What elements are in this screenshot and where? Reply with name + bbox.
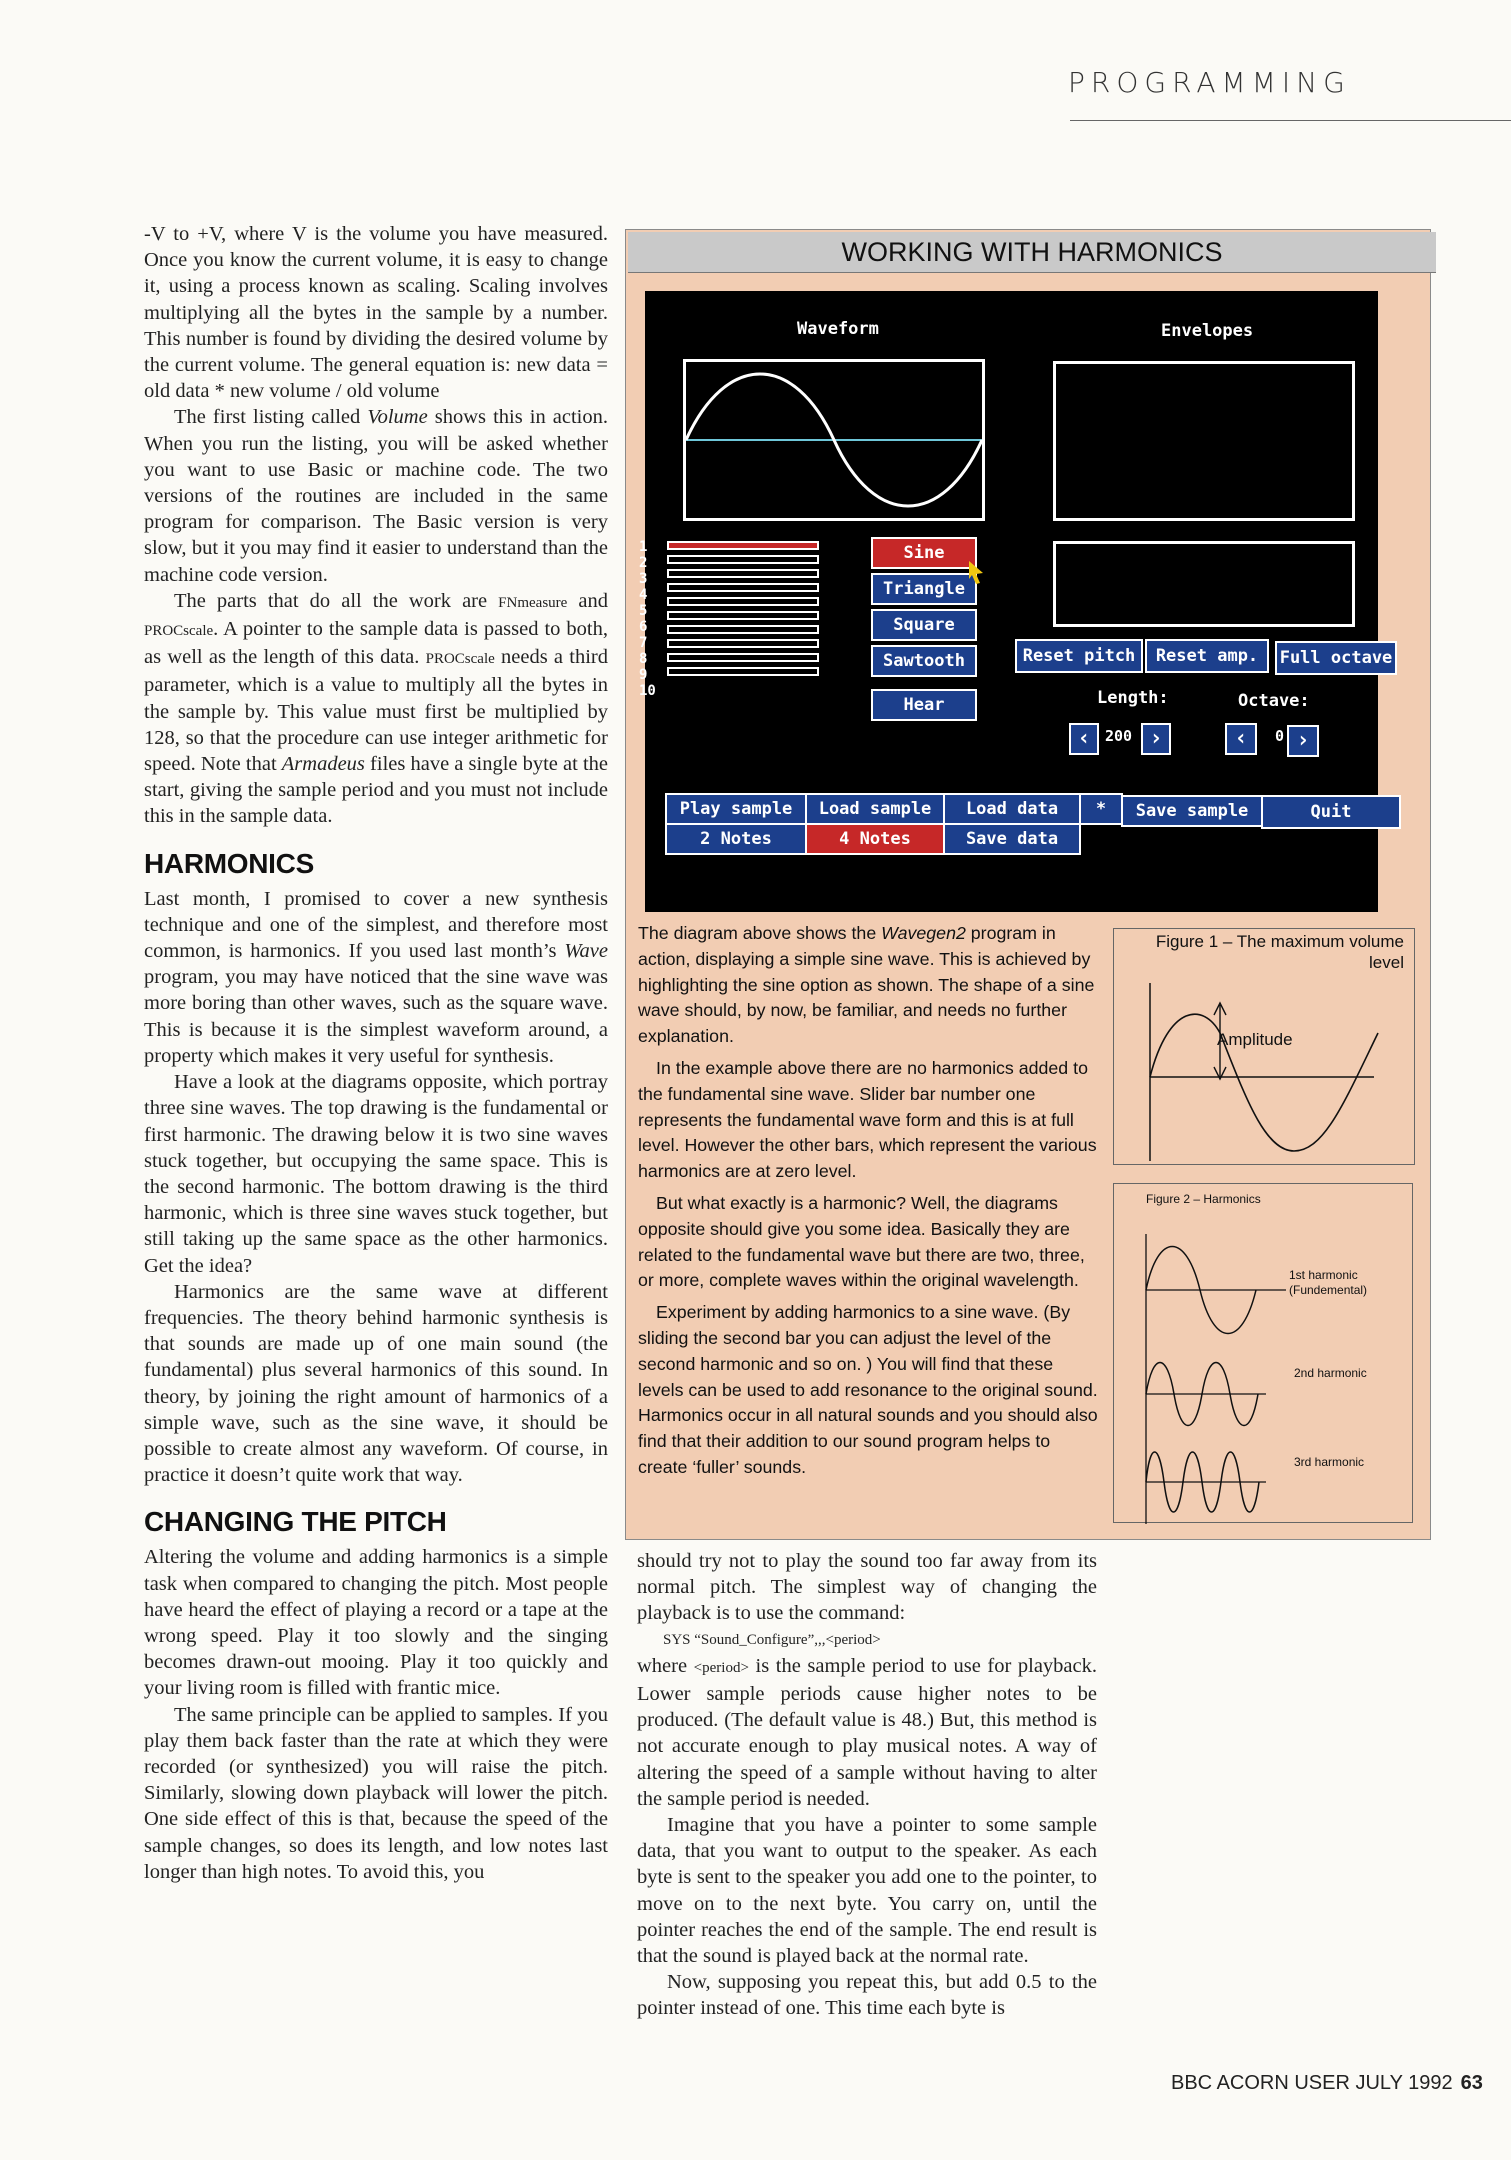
triangle-button[interactable]: Triangle xyxy=(871,573,977,605)
figure-2-title: Figure 2 – Harmonics xyxy=(1146,1192,1261,1206)
paragraph: Imagine that you have a pointer to some sample data, that you want to output to the speaker. As each byte is sent to the speaker you add one to the pointer, to move on to the next byte. You carry on, until the pointer reaches the end of the sample. The end result is that the sound is played back at the normal rate. xyxy=(637,1814,1097,1968)
sine-wave-graphic xyxy=(686,362,982,518)
waveform-display xyxy=(683,359,985,521)
third-harmonic-label: 3rd harmonic xyxy=(1294,1455,1365,1469)
paragraph: should try not to play the sound too far away from its normal pitch. The simplest way of changing the playback is to use the command: xyxy=(637,1550,1097,1625)
load-sample-button[interactable]: Load sample xyxy=(805,793,945,825)
caption-paragraph: The diagram above shows the Wavegen2 program in action, displaying a simple sine wave. This is achieved by highlighting the sine option as shown. The shape of a sine wave should, by now, be familiar, and needs no further explanation. xyxy=(638,923,1095,1047)
slider-number: 3 xyxy=(639,571,648,587)
harmonic-slider[interactable] xyxy=(667,541,819,550)
slider-number: 7 xyxy=(639,635,648,651)
page-number: 63 xyxy=(1460,2072,1483,2094)
paragraph: -V to +V, where V is the volume you have measured. Once you know the current volume, it is easy to change it, using a process known as scaling. Scaling involves multiplying all the bytes in the sample by a number. This number is found by dividing the desired volume by the current volume. The general equation is: new data = old data * new volume / old volume xyxy=(144,223,608,403)
slider-number: 1 xyxy=(639,539,648,555)
reset-pitch-button[interactable]: Reset pitch xyxy=(1015,639,1143,673)
paragraph: Last month, I promised to cover a new synthesis technique and one of the simplest, and therefore most common, is harmonics. If you used last month’s Wave program, you may have noticed that the sine wave was more boring than other waves, such as the square wave. This is because it is the simplest waveform around, a property which makes it very useful for synthesis. xyxy=(144,887,608,1067)
octave-label: Octave: xyxy=(1238,691,1310,711)
code-line: SYS “Sound_Configure”,,,<period> xyxy=(663,1631,881,1648)
paragraph: Have a look at the diagrams opposite, which portray three sine waves. The top drawing is the fundamental or first harmonic. The drawing below it is two sine waves stuck together, but occupying the same space. This is the second harmonic. The bottom drawing is the third harmonic, which is three sine waves stuck together, but still taking up the same space as the other harmonics. Get the idea? xyxy=(144,1071,608,1277)
full-octave-button[interactable]: Full octave xyxy=(1275,641,1397,675)
header-rule xyxy=(1070,120,1511,121)
envelope-display-bottom xyxy=(1053,541,1355,627)
paragraph: The same principle can be applied to samples. If you play them back faster than the rate at which they were recorded (or synthesized) you will raise the pitch. Similarly, slowing down playback will lower the pitch. One side effect of this is that, because the speed of the sample changes, so does its length, and low notes last longer than high notes. To avoid this, you xyxy=(144,1703,608,1883)
figure-1-title: Figure 1 – The maximum volume level xyxy=(1155,932,1404,972)
caption-paragraph: In the example above there are no harmonics added to the fundamental sine wave. Slider bar number one represents the fundamental wave form and this is at full level. However the other bars, which represent the various harmonics are at zero level. xyxy=(638,1057,1097,1182)
slider-number: 8 xyxy=(639,651,648,667)
load-data-button[interactable]: Load data xyxy=(943,793,1081,825)
harmonic-slider[interactable] xyxy=(667,653,819,662)
star-button[interactable]: * xyxy=(1079,793,1123,825)
octave-decrease-button[interactable]: ‹ xyxy=(1225,723,1257,755)
slider-number: 10 xyxy=(639,683,656,699)
slider-number: 4 xyxy=(639,587,648,603)
paragraph: where <period> is the sample period to use for playback. Lower sample periods cause higher notes to be produced. (The default value is 48.) But, this method is not accurate enough to play musical notes. A way of altering the speed of a sample without having to alter the sample period is needed. xyxy=(637,1654,1097,1810)
slider-number: 9 xyxy=(639,667,648,683)
harmonic-slider[interactable] xyxy=(667,625,819,634)
envelope-display-top xyxy=(1053,361,1355,521)
panel-title: WORKING WITH HARMONICS xyxy=(628,232,1436,273)
figure-1 xyxy=(1113,928,1415,1165)
second-harmonic-label: 2nd harmonic xyxy=(1294,1366,1367,1380)
paragraph: Altering the volume and adding harmonics is a simple task when compared to changing the pitch. Most people have heard the effect of playing a record or a tape at the wrong speed. Play it too slowly and the singing becomes drawn-out mooing. Play it too quickly and your living room is filled with frantic mice. xyxy=(144,1546,608,1700)
harmonic-slider[interactable] xyxy=(667,569,819,578)
octave-value: 0 xyxy=(1275,727,1285,745)
quit-button[interactable]: Quit xyxy=(1261,795,1401,829)
play-sample-button[interactable]: Play sample xyxy=(665,793,807,825)
slider-number: 6 xyxy=(639,619,648,635)
caption-paragraph: But what exactly is a harmonic? Well, the diagrams opposite should give you some idea. Basically they are related to the fundamental wave but there are two, three, or more, complete waves within the original wavelength. xyxy=(638,1192,1085,1291)
panel-caption xyxy=(638,921,1101,1487)
harmonic-slider[interactable] xyxy=(667,597,819,606)
magazine-issue: BBC ACORN USER JULY 1992 xyxy=(1171,2072,1453,2094)
waveform-label: Waveform xyxy=(797,319,879,339)
figure-2-diagram xyxy=(1144,1224,1294,1524)
sine-button[interactable]: Sine xyxy=(871,537,977,569)
square-button[interactable]: Square xyxy=(871,609,977,641)
harmonic-sliders[interactable] xyxy=(667,541,819,681)
reset-amp-button[interactable]: Reset amp. xyxy=(1145,639,1269,673)
paragraph: Harmonics are the same wave at different frequencies. The theory behind harmonic synthesis is that sounds are made up of one main sound (the fundamental) plus several harmonics of this sound. In theory, by joining the right amount of harmonics of a simple wave, such as the sine wave, it should be possible to create almost any waveform. Of course, in practice it doesn’t quite work that way. xyxy=(144,1280,608,1487)
left-column xyxy=(144,221,608,1885)
hear-button[interactable]: Hear xyxy=(871,689,977,721)
harmonic-slider[interactable] xyxy=(667,555,819,564)
length-value: 200 xyxy=(1105,727,1133,745)
right-column xyxy=(637,1548,1097,2022)
length-label: Length: xyxy=(1097,688,1169,708)
page-footer xyxy=(1171,2072,1483,2095)
harmonic-slider[interactable] xyxy=(667,611,819,620)
slider-number: 2 xyxy=(639,555,648,571)
length-decrease-button[interactable]: ‹ xyxy=(1069,723,1099,755)
heading-harmonics: HARMONICS xyxy=(144,847,314,879)
harmonic-slider[interactable] xyxy=(667,667,819,676)
figure-2 xyxy=(1113,1183,1413,1523)
figure-1-diagram xyxy=(1114,973,1414,1163)
envelopes-label: Envelopes xyxy=(1161,321,1254,341)
heading-changing-pitch: CHANGING THE PITCH xyxy=(144,1506,447,1538)
sawtooth-button[interactable]: Sawtooth xyxy=(871,645,977,677)
slider-number: 5 xyxy=(639,603,648,619)
first-harmonic-label: 1st harmonic xyxy=(1289,1268,1358,1282)
paragraph: The first listing called Volume shows this in action. When you run the listing, you will be asked whether you want to use Basic or machine code. The two versions of the routines are included in the same program for comparison. The Basic version is very slow, but it you may find it easier to understand than the machine code version. xyxy=(144,406,608,586)
amplitude-label: Amplitude xyxy=(1217,1030,1293,1049)
section-title: PROGRAMMING xyxy=(1068,66,1351,99)
caption-paragraph: Experiment by adding harmonics to a sine wave. (By sliding the second bar you can adjust the level of the second harmonic and so on. ) You will find that these levels can be used to add resonance to the original sound. Harmonics occur in all natural sounds and you should also find that their addition to our sound program helps to create ‘fuller’ sounds. xyxy=(638,1302,1098,1477)
first-harmonic-sublabel: (Fundemental) xyxy=(1289,1283,1368,1297)
save-data-button[interactable]: Save data xyxy=(943,823,1081,855)
two-notes-button[interactable]: 2 Notes xyxy=(665,823,807,855)
harmonic-slider[interactable] xyxy=(667,639,819,648)
paragraph: Now, supposing you repeat this, but add 0.5 to the pointer instead of one. This time each byte is xyxy=(637,1971,1097,2020)
wavegen-screenshot xyxy=(639,291,1393,912)
four-notes-button[interactable]: 4 Notes xyxy=(805,823,945,855)
length-increase-button[interactable]: › xyxy=(1141,723,1171,755)
cursor-icon xyxy=(969,561,985,585)
harmonic-slider[interactable] xyxy=(667,583,819,592)
paragraph: The parts that do all the work are FNmeasure and PROCscale. A pointer to the sample data is passed to both, as well as the length of this data. PROCscale needs a third parameter, which is a value to multiply all the bytes in the sample by. This value must first be multiplied by 128, so that the procedure can use integer arithmetic for speed. Note that Armadeus files have a single byte at the start, giving the sample period and you must not include this in the sample data. xyxy=(144,589,608,828)
save-sample-button[interactable]: Save sample xyxy=(1121,795,1263,827)
slider-numbers xyxy=(639,539,663,699)
octave-increase-button[interactable]: › xyxy=(1287,725,1319,757)
